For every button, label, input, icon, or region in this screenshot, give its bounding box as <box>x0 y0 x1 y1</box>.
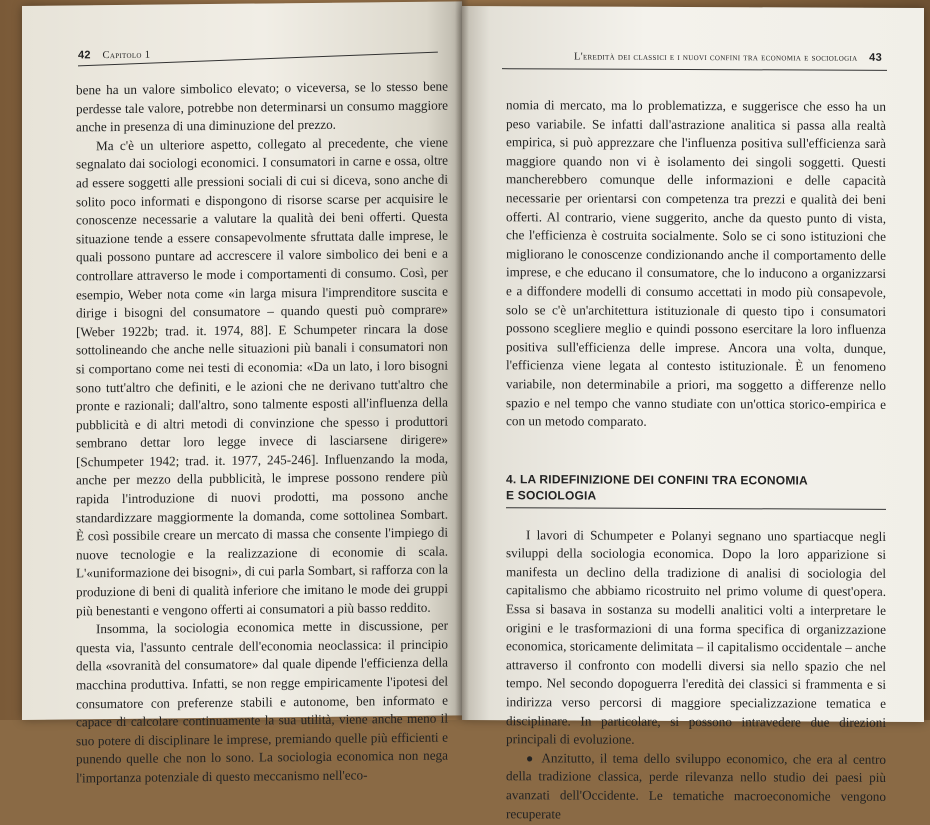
left-chapter-title: Capitolo 1 <box>102 49 151 62</box>
book-spine-shadow <box>455 0 469 720</box>
right-page-number: 43 <box>869 51 882 64</box>
bullet-icon: ● <box>526 751 536 766</box>
section-paragraph-2-text: Anzitutto, il tema dello sviluppo economico, che era al centro della tradizione classica, perde rilevanza nello studio dei paesi più avanzati dell'Occidente. Le tematiche macroeconomiche vengono recuperate <box>506 750 886 822</box>
left-body-text <box>76 78 448 788</box>
right-paragraph-1: nomia di mercato, ma lo problematizza, e suggerisce che esso ha un peso variabile. Se infatti dall'astrazione analitica si passa alla realtà empirica, si può apprezzare che l'influenza positiva sull'efficienza sarà maggiore quando non vi è isolamento dei singoli soggetti. Questi mancherebbero comunque delle informazioni e delle capacità necessarie per orientarsi con competenza tra prezzi e qualità dei beni offerti. Al contrario, viene suggerito, anche da questo punto di vista, che l'efficienza è costruita socialmente. Solo se ci sono istituzioni che migliorano le conoscenze condizionando anche il comportamento delle imprese, e che educano il consumatore, che lo inducono a organizzarsi e a diffondere modelli di consumo accettati in modo più consapevole, solo se c'è un'architettura istituzionale di questo tipo i consumatori possono scegliere meglio e quindi possono esercitare la loro influenza positiva sull'efficienza delle imprese. Ancora una volta, dunque, l'efficienza viene legata al contesto istituzionale. È un fenomeno variabile, non determinabile a priori, ma soggetto a differenze nello spazio e nel tempo che vanno studiate con un'ottica storico-empirica e con un metodo comparato. <box>506 97 886 429</box>
right-running-head <box>502 50 882 64</box>
section-paragraph-2 <box>506 749 886 825</box>
section-heading-line-1: 4. LA RIDEFINIZIONE DEI CONFINI TRA ECONOMIA <box>506 471 808 488</box>
right-chapter-title: L'eredità dei classici e i nuovi confini tra economia e sociologia <box>574 51 858 64</box>
left-paragraph-3: Insomma, la sociologia economica mette in discussione, per questa via, l'assunto centrale dell'economia neoclassica: il principio della «sovranità del consumatore» dal quale dipende l'efficienza della macchina produttiva. Infatti, se non regge empiricamente l'ipotesi del consumatore con preferenze stabili e autonome, ben informato e capace di calcolare continuamente la sua utilità, viene anche meno il suo potere di disciplinare le imprese, premiando quelle più efficienti e punendo quelle che non lo sono. La sociologia economica non nega l'importanza potenziale di questo meccanismo nell'eco- <box>76 617 448 786</box>
left-paragraph-2: Ma c'è un ulteriore aspetto, collegato al precedente, che viene segnalato dai sociologi economici. I consumatori in carne e ossa, oltre ad essere soggetti alle pressioni sociali di cui si diceva, sono anche di solito poco informati e dispongono di risorse scarse per acquisire le conoscenze necessarie a valutare la qualità dei beni offerti. Questa situazione tende a essere consapevolmente sfruttata dalle imprese, le quali possono puntare ad accrescere il valore simbolico dei beni e a controllare attraverso le mode i comportamenti di consumo. Così, per esempio, Weber nota come «in larga misura l'imprenditore suscita e dirige i bisogni del consumatore – quando questi può comprare» [Weber 1922b; trad. it. 1974, 88]. E Schumpeter rincara la dose sottolineando che anche nelle situazioni più banali i consumatori non si comportano come nei testi di economia: «Da un lato, i loro bisogni sono tutt'altro che definiti, e le azioni che ne derivano tutt'altro che pronte e razionali; dall'altro, sono talmente esposti all'influenza della pubblicità e di altri metodi di convinzione che spesso i produttori sembrano dettar loro legge invece di lasciarsene dirigere» [Schumpeter 1942; trad. it. 1977, 245-246]. Influenzando la moda, anche per mezzo della pubblicità, le imprese possono rendere più rapida l'introduzione di nuovi prodotti, ma possono anche standardizzare maggiormente la domanda, come sottolinea Sombart. È così possibile creare un mercato di massa che consente l'impiego di nuove tecnologie e la realizzazione di economie di scala. L'«uniformazione dei bisogni», di cui parla Sombart, si rafforza con la produzione di beni di qualità inferiore che imitano le mode dei gruppi più benestanti e vengono offerti ai consumatori a più basso reddito. <box>76 134 448 619</box>
right-page <box>462 6 924 822</box>
section-paragraph-1: I lavori di Schumpeter e Polanyi segnano uno spartiacque negli sviluppi della sociologia economica. Dopo la loro apparizione si manifesta un declino della tradizione di analisi di sociologia del capitalismo che abbiamo ricostruito nel primo volume di quest'opera. Essa si basava in sostanza su modelli analitici volti a interpretare le origini e le trasformazioni di una forma specifica di organizzazione economica, storicamente delimitata – il capitalismo occidentale – anche attraverso il confronto con modelli diversi sia nello spazio che nel tempo. Nel secondo dopoguerra l'eredità dei classici si frammenta e si indirizza verso percorsi di maggiore specializzazione tematica e disciplinare. In particolare, si possono intravedere due direzioni principali di evoluzione. <box>506 526 886 747</box>
section-rule <box>506 507 886 510</box>
left-page <box>22 1 462 786</box>
left-page-number: 42 <box>78 49 91 62</box>
right-body-text <box>506 96 886 825</box>
right-header-rule <box>502 68 887 71</box>
left-paragraph-1: bene ha un valore simbolico elevato; o viceversa, se lo stesso bene perdesse tale valore, potrebbe non determinarsi un consumo maggiore anche in presenza di una diminuzione del prezzo. <box>76 78 448 135</box>
section-spacer <box>506 431 886 473</box>
section-heading <box>506 471 886 505</box>
section-heading-line-2: E SOCIOLOGIA <box>506 487 597 503</box>
